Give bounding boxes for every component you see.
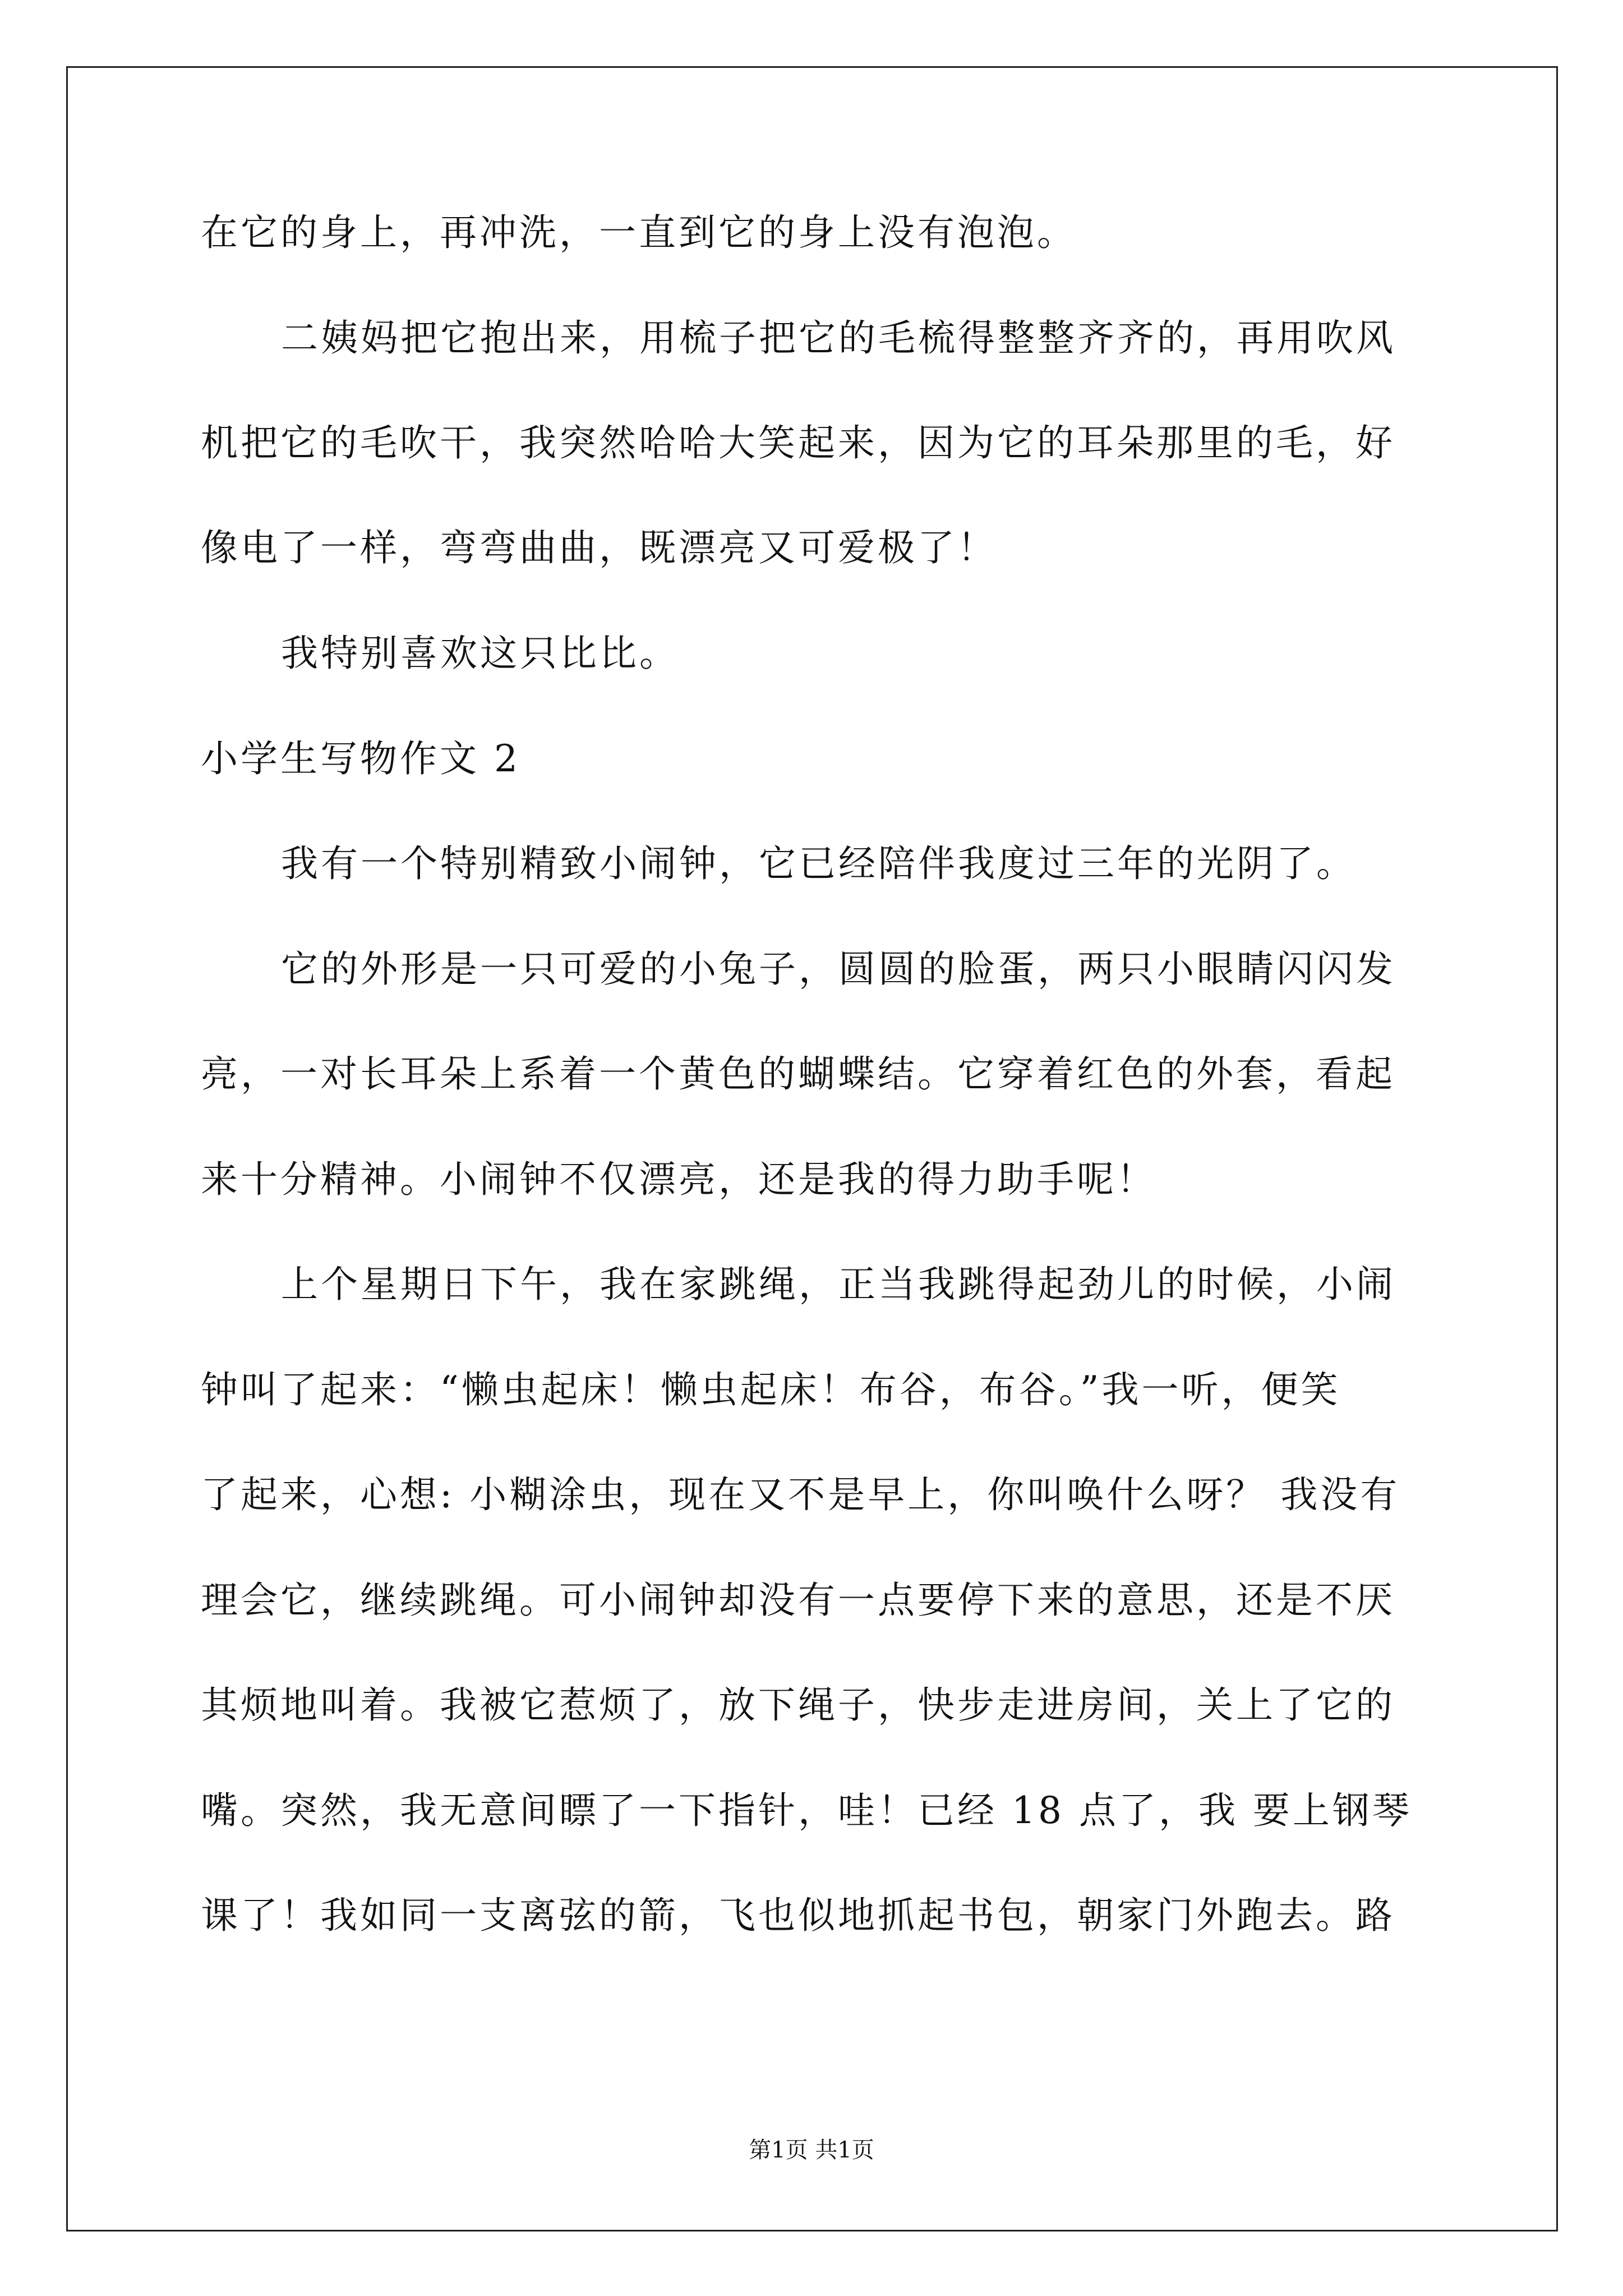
- text-line: 了起来，心想: 小糊涂虫，现在又不是早上，你叫唤什么呀？ 我没有: [201, 1473, 1400, 1516]
- section-heading: 小学生写物作文 2: [201, 737, 520, 780]
- text-line: 来十分精神。小闹钟不仅漂亮，还是我的得力助手呢！: [201, 1158, 1156, 1201]
- paragraph-line: 二姨妈把它抱出来，用梳子把它的毛梳得整整齐齐的，再用吹风: [281, 316, 1396, 360]
- text-line: 在它的身上，再冲洗，一直到它的身上没有泡泡。: [201, 211, 1077, 254]
- paragraph-line: 上个星期日下午，我在家跳绳，正当我跳得起劲儿的时候，小闹: [281, 1263, 1396, 1306]
- paragraph-line: 我特别喜欢这只比比。: [281, 632, 679, 675]
- text-line: 其烦地叫着。我被它惹烦了，放下绳子，快步走进房间，关上了它的: [201, 1683, 1395, 1727]
- text-line: 嘴。突然，我无意间瞟了一下指针，哇！已经 18 点了，我 要上钢琴: [201, 1789, 1412, 1832]
- text-line: 亮，一对长耳朵上系着一个黄色的蝴蝶结。它穿着红色的外套，看起: [201, 1052, 1395, 1096]
- text-line: 课了！我如同一支离弦的箭，飞也似地抓起书包，朝家门外跑去。路: [201, 1894, 1395, 1937]
- page-number: 第1页 共1页: [749, 2137, 874, 2163]
- text-line: 像电了一样，弯弯曲曲，既漂亮又可爱极了！: [201, 526, 997, 569]
- paragraph-line: 它的外形是一只可爱的小兔子，圆圆的脸蛋，两只小眼睛闪闪发: [281, 947, 1396, 991]
- text-line: 钟叫了起来：“懒虫起床！懒虫起床！布谷，布谷。”我一听，便笑: [201, 1368, 1341, 1411]
- text-line: 理会它，继续跳绳。可小闹钟却没有一点要停下来的意思，还是不厌: [201, 1579, 1395, 1622]
- paragraph-line: 我有一个特别精致小闹钟，它已经陪伴我度过三年的光阴了。: [281, 842, 1356, 885]
- text-line: 机把它的毛吹干，我突然哈哈大笑起来，因为它的耳朵那里的毛，好: [201, 421, 1395, 464]
